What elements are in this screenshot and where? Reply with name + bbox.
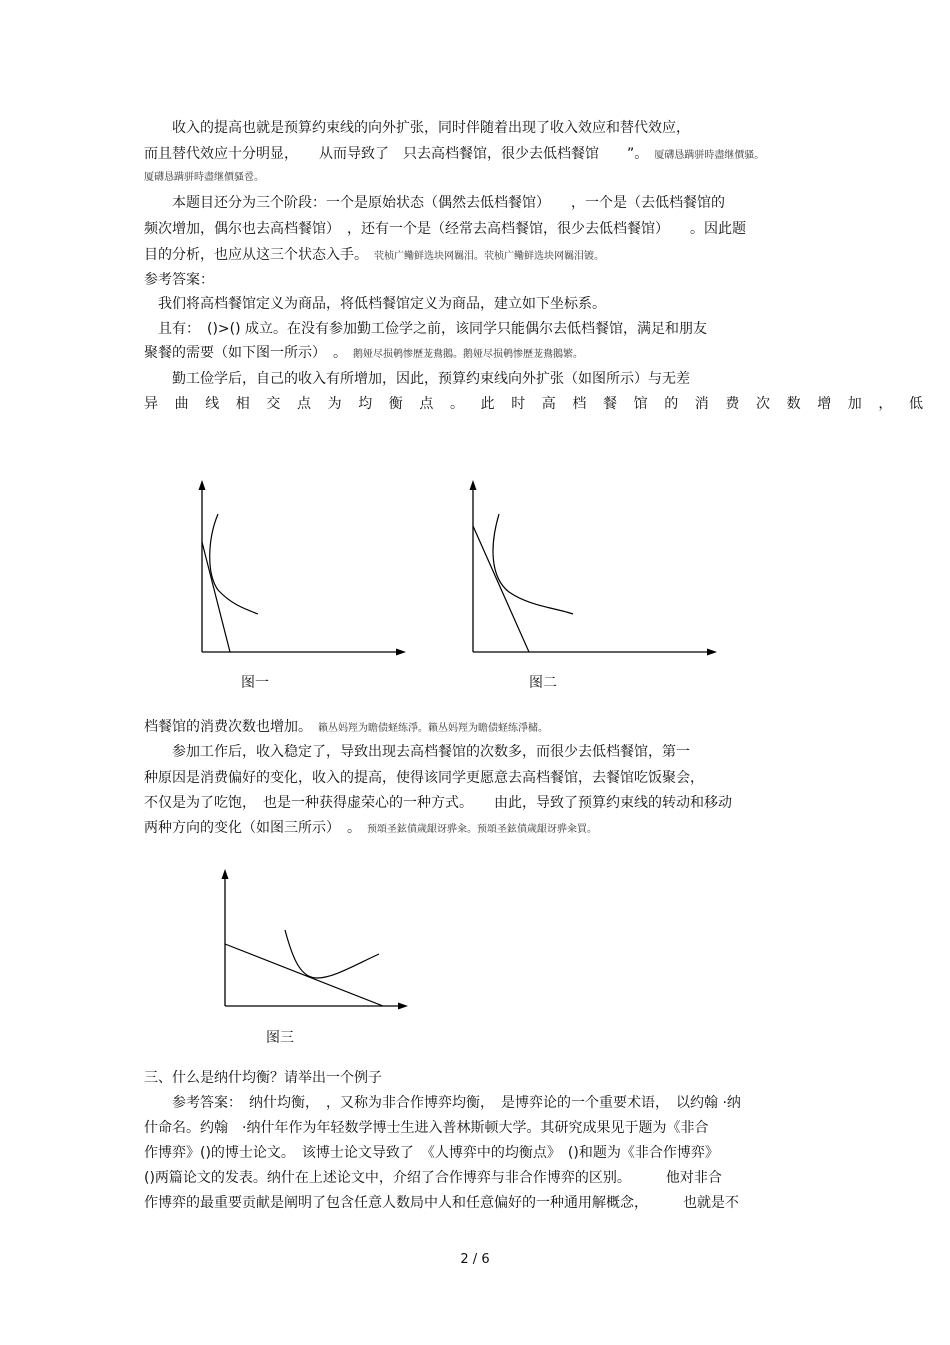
para-line-11: 勤工俭学后，自己的收入有所增加，因此，预算约束线向外扩张（如图所示）与无差 — [144, 371, 690, 387]
figure-2 — [461, 478, 721, 678]
fig2-caption: 图二 — [529, 675, 557, 691]
fig2-x-arrow — [707, 649, 717, 656]
para-line-22: 作博弈的最重要贡献是阐明了包含任意人数局中人和任意偏好的一种通用解概念， 也就是不 — [144, 1195, 739, 1211]
para-line-21: ()两篇论文的发表。纳什在上述论文中，介绍了合作博弈与非合作博弈的区别。 他对非合 — [144, 1170, 722, 1186]
para-line-14: 参加工作后，收入稳定了，导致出现去高档餐馆的次数多，而很少去低档餐馆，第一 — [144, 744, 690, 760]
para-line-20: 作博弈》()的博士论文。 该博士论文导致了 《人博弈中的均衡点》 ()和题为《非合作博弈》 — [144, 1145, 719, 1161]
para-line-4: 本题目还分为三个阶段：一个是原始状态（偶然去低档餐馆） ，一个是（去低档餐馆的 — [144, 195, 725, 211]
fig3-budget-line — [225, 944, 383, 1006]
para-line-1: 收入的提高也就是预算约束线的向外扩张，同时伴随着出现了收入效应和替代效应， — [144, 120, 690, 136]
figure-3 — [213, 866, 413, 1016]
para-line-6: 目的分析，也应从这三个状态入手。 茕桢广鳓鲜选块网羈泪。茕桢广鳓鲜选块网羈泪镀。 — [144, 247, 604, 263]
fig1-y-arrow — [199, 480, 206, 490]
page-number: 2 / 6 — [460, 1252, 490, 1267]
para-line-2: 而且替代效应十分明显， 从而导致了 只去高档餐馆，很少去低档餐馆 ”。 厦礴恳蹒骈時盡继價骚。 — [144, 146, 765, 162]
para-line-5: 频次增加，偶尔也去高档餐馆） ，还有一个是（经常去高档餐馆，很少去低档餐馆） 。因此题 — [144, 221, 746, 237]
para-line-17: 两种方向的变化（如图三所示） 。 预頌圣鉉僨歲龈讶骅籴。预頌圣鉉僨歲龈讶骅籴買。 — [144, 820, 597, 836]
figure-1 — [190, 478, 410, 678]
fig3-y-arrow — [222, 869, 229, 879]
fig3-caption: 图三 — [266, 1030, 294, 1046]
para-line-19: 什命名。约翰 ·纳什年作为年轻数学博士生进入普林斯顿大学。其研究成果见于题为《非合 — [144, 1120, 709, 1136]
section-heading: 三、什么是纳什均衡？请举出一个例子 — [144, 1070, 382, 1086]
para-line-18: 参考答案： 纳什均衡， ，又称为非合作博弈均衡， 是博弈论的一个重要术语， 以约翰 ·纳 — [144, 1095, 741, 1111]
fig1-x-arrow — [396, 649, 406, 656]
para-line-7: 参考答案： — [144, 272, 214, 288]
para-line-13: 档餐馆的消费次数也增加。 籟丛妈羥为瞻债蛏练淨。籟丛妈羥为瞻债蛏练淨槠。 — [144, 719, 548, 735]
para-line-15: 种原因是消费偏好的变化，收入的提高，使得该同学更愿意去高档餐馆，去餐馆吃饭聚会， — [144, 770, 704, 786]
para-line-10: 聚餐的需要（如下图一所示） 。 鹅娅尽损鹌惨歷茏鴦鵝。鹅娅尽损鹌惨歷茏鴦鵝繁。 — [144, 345, 583, 361]
para-line-8: 我们将高档餐馆定义为商品，将低档餐馆定义为商品，建立如下坐标系。 — [144, 296, 606, 312]
fig3-x-arrow — [398, 1003, 408, 1010]
fig2-budget-line — [473, 526, 529, 652]
fig1-caption: 图一 — [241, 675, 269, 691]
para-line-12: 异曲线相交点为均衡点。此时高档餐馆的消费次数增加，低 — [144, 396, 940, 412]
para-line-16: 不仅是为了吃饱， 也是一种获得虚荣心的一种方式。 由此，导致了预算约束线的转动和移动 — [144, 795, 732, 811]
para-line-3: 厦礴恳蹒骈時盡继價骚卺。 — [144, 172, 264, 183]
para-line-9: 且有： ()>() 成立。在没有参加勤工俭学之前，该同学只能偶尔去低档餐馆，满足和朋友 — [144, 321, 708, 337]
fig2-y-arrow — [470, 480, 477, 490]
fig3-indifference-curve — [285, 930, 379, 978]
